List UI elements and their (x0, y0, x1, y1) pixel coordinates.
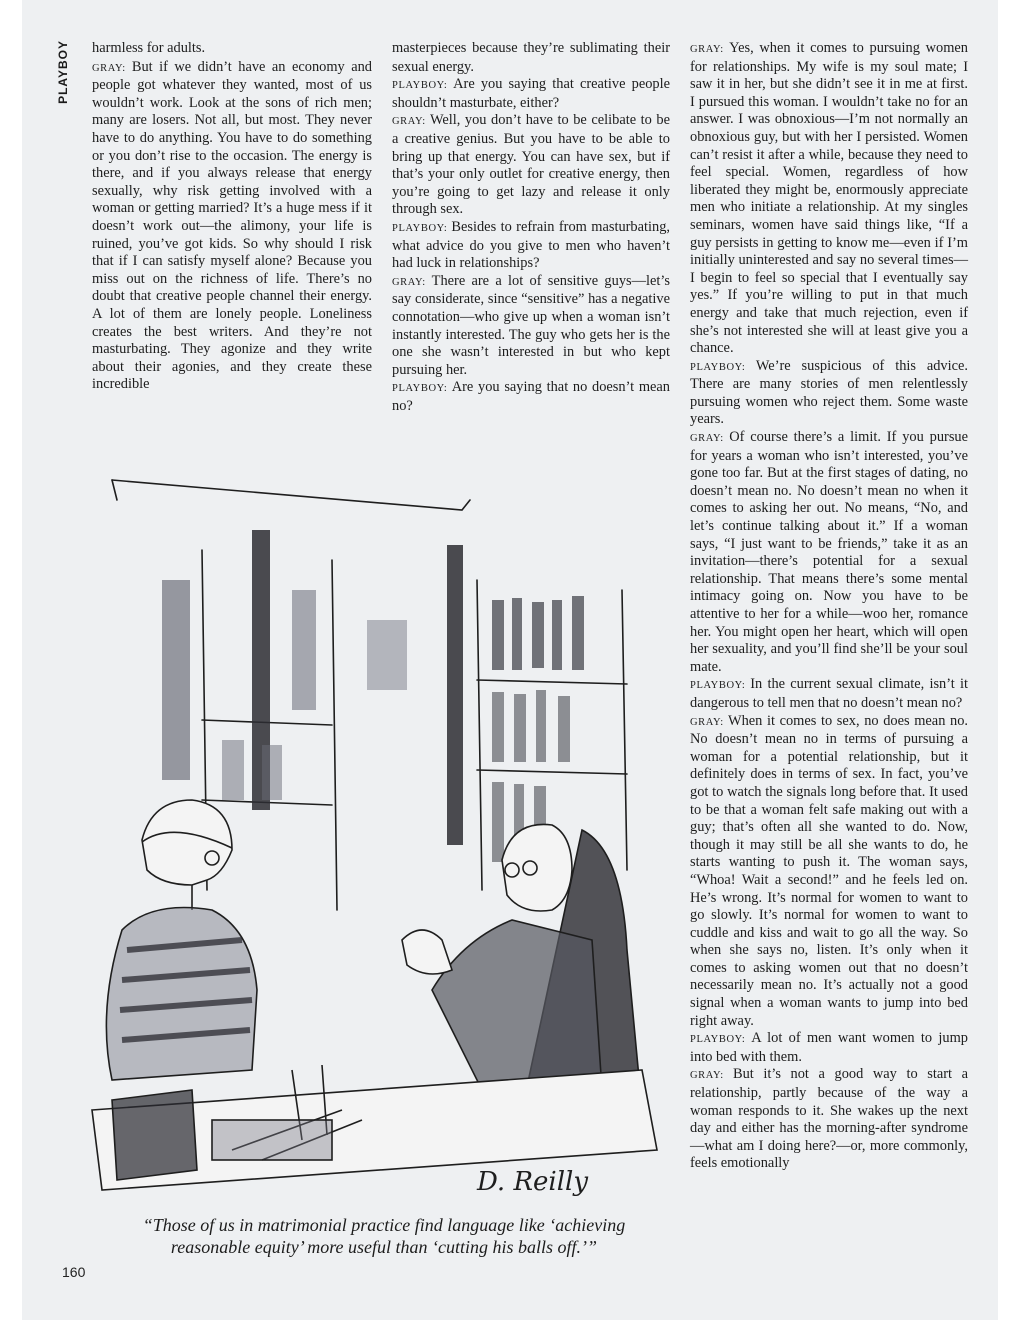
woman-figure (106, 800, 257, 1080)
speaker-label: PLAYBOY: (690, 1034, 752, 1046)
paragraph-text: Are you saying that creative people shouldn’t masturbate, either? (392, 76, 670, 111)
paragraph-text: We’re suspicious of this advice. There are many stories of men relentlessly pursuing women who reject them. Some waste years. (690, 357, 968, 428)
page-number: 160 (62, 1264, 86, 1280)
paragraph (392, 40, 670, 76)
speaker-label: PLAYBOY: (392, 383, 452, 395)
paragraph (690, 429, 968, 676)
speaker-label: GRAY: (690, 1070, 733, 1082)
speaker-label: PLAYBOY: (690, 680, 751, 692)
paragraph-text: Yes, when it comes to pursuing women for relationships. My wife is my soul mate; I saw it in her, but she didn’t see it in me at first. I pursued this woman. I wouldn’t take no for an answer. I was obnoxious—I’m not normally an obnoxious guy, but with her I persisted. Women can’t resist it after a while, because they need to feel special. Women, regardless of how liberated they might be, enormously appreciate men who initiate a relationship. At my singles seminars, women have said things like, “If a guy persists in getting to know me—even if I’m initially uninterested and say no several times—I begin to feel so special that I eventually say yes.” If you’re willing to put in that much energy and take that much rejection, even if she’s not interested she will at least give you a chance. (690, 40, 968, 357)
cartoon-caption: “Those of us in matrimonial practice find language like ‘achieving reasonable equity’ more useful than ‘cutting his balls off.’” (142, 1215, 626, 1257)
paragraph-text: Are you saying that no doesn’t mean no? (392, 379, 670, 414)
paragraph (92, 40, 372, 59)
paragraph-text: Besides to refrain from masturbating, what advice do you give to men who haven’t had luck in relationships? (392, 218, 670, 272)
paragraph-text: But if we didn’t have an economy and people got whatever they wanted, most of us wouldn’t work. Look at the sons of rich men; many are losers. Not all, but most. They never have to do anything. You have to do something or you don’t rise to the occasion. The energy is there, and if you always release that energy sexually, why risk getting involved with a woman or getting married? It’s a huge mess if it doesn’t work out—the alimony, your life is ruined, you’ve got kids. So why should I risk that if I can satisfy myself alone? Because you miss out on the richness of life. There’s no doubt that creative people channel their energy. A lot of them are lonely people. Loneliness creates the best writers. And they’re not masturbating. They agonize and they write about their agonies, and they create these incredible (92, 58, 373, 393)
paragraph-text: In the current sexual climate, isn’t it dangerous to tell men that no doesn’t mean no? (690, 676, 969, 711)
magazine-page (22, 0, 998, 1320)
paragraph-text: harmless for adults. (92, 40, 206, 56)
speaker-label: GRAY: (690, 44, 730, 55)
paragraph-text: But it’s not a good way to start a relationship, partly because of the way a woman responds to it. She wakes up the next day and either has the morning-after syndrome—what am I doing here?—or, more commonly, feels emotionally (690, 1066, 968, 1172)
text-column-3 (690, 40, 968, 1173)
cartoon-illustration (82, 470, 662, 1210)
ink-wash-books (162, 530, 584, 862)
speaker-label: GRAY: (392, 276, 432, 288)
paragraph (392, 273, 670, 380)
masthead: PLAYBOY (56, 40, 70, 104)
ceiling-line (112, 480, 470, 510)
paragraph-text: When it comes to sex, no does mean no. No doesn’t mean no in terms of pursuing a woman for a potential relationship, but it definitely does in terms of sex. In fact, you’ve got to watch the signals long before that. It used to be that a woman felt safe making out with a guy; that’s often all she wanted to do. Now, though it may still be all she wants to do, he starts wanting to push it. The woman says, “Whoa! Wait a second!” and he feels led on. He’s wrong. It’s normal for women to want to go slowly. It’s normal for women to want to cuddle and kiss and wait to go all the way. So when she says no, listen. It’s only when it comes to asking women out that no doesn’t necessarily mean no. It’s actually not a good signal when a woman wants to jump into bed right away. (690, 712, 969, 1029)
speaker-label: PLAYBOY: (392, 222, 452, 234)
paragraph (392, 379, 670, 415)
paragraph-text: There are a lot of sensitive guys—let’s say considerate, since “sensitive” has a negative connotation—who give up when a woman isn’t instantly interested. The guy who gets her is the one she wasn’t interested in but who kept pursuing her. (392, 272, 670, 378)
text-column-2 (392, 40, 670, 415)
text-column-1 (92, 40, 372, 394)
paragraph (690, 1066, 968, 1173)
artist-signature: D. Reilly (477, 1167, 589, 1197)
paragraph (690, 713, 968, 1031)
paragraph (392, 219, 670, 273)
paragraph-text: A lot of men want women to jump into bed with them. (690, 1030, 968, 1065)
paragraph (690, 1030, 968, 1066)
speaker-label: PLAYBOY: (392, 80, 454, 92)
paragraph (392, 112, 670, 219)
paragraph-text: Of course there’s a limit. If you pursue for years a woman who isn’t interested, you’ve gone too far. But at the first stages of dating, no doesn’t mean no. No doesn’t mean no when it comes to asking her out. No means, “No, and let’s continue talking about it.” If a woman says, “I just want to be friends,” take it as an invitation—there’s potential for a sexual relationship. That means there’s some mental intimacy going on. Now you have to be attentive to her for a while—woo her, romance her. You might open her heart, which will open her sexuality, and you’ll find she’ll be your soul mate. (690, 429, 969, 675)
speaker-label: GRAY: (92, 62, 132, 74)
speaker-label: GRAY: (690, 716, 728, 728)
speaker-label: PLAYBOY: (690, 361, 756, 373)
lawyer-figure (402, 824, 642, 1110)
paragraph (690, 676, 968, 712)
speaker-label: GRAY: (392, 116, 430, 128)
paragraph (690, 40, 968, 358)
paragraph-text: Well, you don’t have to be celibate to be a creative genius. But you have to be able to bring up that energy. You can have sex, but if that’s your only outlet for creative energy, then you’re going to get lazy and release it only through sex. (392, 112, 670, 218)
paragraph (690, 358, 968, 429)
speaker-label: GRAY: (690, 433, 730, 445)
paragraph (92, 59, 372, 394)
paragraph-text: masterpieces because they’re sublimating their sexual energy. (392, 40, 670, 75)
paragraph (392, 76, 670, 112)
